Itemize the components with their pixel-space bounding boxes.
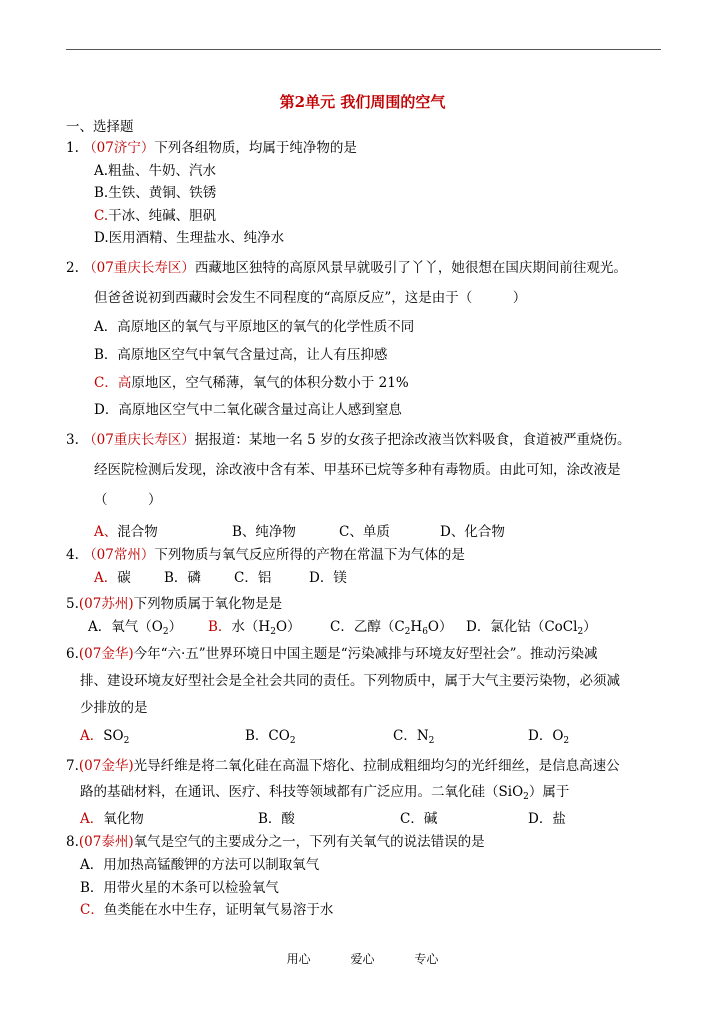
answer-letter: A．: [94, 570, 118, 586]
q8-option-a: A．用加热高锰酸钾的方法可以制取氧气: [80, 857, 320, 873]
answer-letter: C．: [80, 902, 104, 918]
question-2: [66, 259, 627, 277]
subscript: 2: [270, 627, 276, 637]
q2-option-a: A．高原地区的氧气与平原地区的氧气的化学性质不同: [94, 319, 415, 335]
option-text: D．O: [528, 728, 564, 744]
q6-option-b: [245, 727, 296, 750]
question-text-cont: 排、建设环境友好型社会是全社会共同的责任。下列物质中，属于大气主要污染物，必须减: [80, 673, 620, 689]
question-number: 7.: [66, 758, 79, 774]
answer-letter: B．: [208, 619, 232, 635]
question-text: 下列物质与氧气反应所得的产物在常温下为气体的是: [154, 547, 465, 563]
answer-letter: A、: [94, 524, 118, 540]
q4-option-c: C．铝: [234, 570, 272, 586]
option-text: C．乙醇（C: [330, 619, 405, 635]
question-text-cont: [80, 783, 569, 806]
subscript: 2: [404, 627, 411, 637]
q2-option-d: D．高原地区空气中二氧化碳含量过高让人感到窒息: [94, 402, 402, 418]
question-text: 光导纤维是将二氧化硅在高温下熔化、拉制成粗细均匀的光纤细丝，是信息高速公: [133, 758, 620, 774]
footer-word: 爱心: [350, 952, 375, 966]
q7-option-a: [80, 810, 144, 828]
q1-option-d: D.医用酒精、生理盐水、纯净水: [94, 230, 285, 246]
subscript: 2: [428, 736, 435, 746]
q5-option-d: [466, 618, 597, 641]
question-number: 8.: [66, 834, 79, 850]
question-source: （07重庆长寿区）: [83, 260, 195, 276]
q6-option-c: [393, 727, 434, 750]
option-text: SO: [103, 728, 124, 744]
option-text: 鱼类能在水中生存，证明氧气易溶于水: [103, 902, 334, 918]
subscript: 6: [422, 627, 428, 637]
question-4: [66, 546, 465, 564]
q1-option-a: A.粗盐、牛奶、汽水: [94, 163, 217, 179]
q3-option-d: D、化合物: [440, 524, 505, 540]
question-text: 路的基础材料，在通讯、医疗、科技等领域都有广泛应用。二氧化硅（SiO: [80, 784, 524, 800]
question-source: (07苏州): [78, 596, 134, 612]
page-title: 第2单元 我们周围的空气: [279, 93, 446, 111]
question-source: (07泰州): [78, 834, 134, 850]
option-text: 混合物: [117, 524, 158, 540]
question-number: 5.: [66, 596, 79, 612]
answer-letter: C.: [94, 208, 109, 224]
question-text: 据报道：某地一名 5 岁的女孩子把涂改液当饮料吸食，食道被严重烧伤。: [194, 432, 631, 448]
option-text: B．CO: [245, 728, 290, 744]
subscript: 2: [577, 627, 584, 637]
question-source: （07济宁）: [83, 140, 155, 156]
q6-option-a: [80, 727, 129, 750]
question-number: 3.: [66, 432, 79, 448]
question-source: （07常州）: [83, 547, 155, 563]
question-8: [66, 833, 485, 851]
section-heading: 一、选择题: [66, 119, 134, 135]
subscript: 2: [289, 736, 296, 746]
option-text: 原地区，空气稀薄，氧气的体积分数小于 21%: [131, 375, 409, 391]
option-text: 氧化物: [103, 811, 144, 827]
q2-option-b: B．高原地区空气中氧气含量过高，让人有压抑感: [94, 347, 388, 363]
q8-option-c: [80, 901, 333, 919]
q7-option-b: B．酸: [258, 811, 295, 827]
question-6: [66, 645, 598, 663]
subscript: 2: [523, 792, 529, 802]
option-text: A．氧气（O: [88, 619, 163, 635]
question-text: 西藏地区独特的高原风景早就吸引了丫丫，她很想在国庆期间前往观光。: [194, 260, 627, 276]
footer-word: 专心: [414, 952, 439, 966]
option-text: O）: [427, 619, 453, 635]
q4-option-b: B．磷: [164, 570, 201, 586]
q1-option-c: [94, 207, 216, 225]
subscript: 2: [123, 736, 130, 746]
question-text: 氧气是空气的主要成分之一，下列有关氧气的说法错误的是: [133, 834, 485, 850]
option-text: H: [410, 619, 423, 635]
page-footer: [0, 950, 725, 967]
question-1: [66, 139, 357, 157]
question-text: 下列各组物质，均属于纯净物的是: [154, 140, 357, 156]
question-text: ）属于: [528, 784, 570, 800]
question-text-cont: 但爸爸说初到西藏时会发生不同程度的“高原反应”，这是由于（ ）: [94, 290, 527, 306]
option-text: ）: [168, 619, 183, 635]
q6-option-d: [528, 727, 569, 750]
header-rule: [66, 49, 661, 50]
q3-option-c: C、单质: [339, 524, 390, 540]
q5-option-c: [330, 618, 453, 641]
q7-option-c: C．碱: [400, 811, 438, 827]
option-text: O）: [275, 619, 301, 635]
answer-letter: C．高: [94, 375, 132, 391]
question-number: 1.: [66, 140, 79, 156]
answer-letter: A．: [80, 728, 104, 744]
option-text: 碳: [117, 570, 131, 586]
question-number: 2.: [66, 260, 79, 276]
option-text: D．氯化钴（CoCl: [466, 619, 578, 635]
question-text: 下列物质属于氧化物是是: [133, 596, 283, 612]
question-3: [66, 431, 631, 449]
q4-option-a: [94, 569, 131, 587]
question-text: 今年“六·五”世界环境日中国主题是“污染减排与环境友好型社会”。推动污染减: [133, 646, 598, 662]
footer-word: 用心: [286, 952, 311, 966]
question-blank: （ ）: [94, 492, 162, 508]
question-source: (07金华): [78, 758, 134, 774]
answer-letter: A．: [80, 811, 104, 827]
option-text: 干冰、纯碱、胆矾: [108, 208, 217, 224]
q8-option-b: B．用带火星的木条可以检验氧气: [80, 880, 279, 896]
question-text-cont: 少排放的是: [80, 700, 148, 716]
option-text: 水（H: [231, 619, 271, 635]
question-text-cont: 经医院检测后发现，涂改液中含有苯、甲基环已烷等多种有毒物质。由此可知，涂改液是: [94, 462, 621, 478]
q3-option-a: [94, 523, 158, 541]
q5-option-a: [88, 618, 182, 641]
q2-option-c: [94, 374, 409, 392]
question-5: [66, 595, 282, 613]
option-text: C．N: [393, 728, 429, 744]
option-text: ）: [583, 619, 597, 635]
subscript: 2: [563, 736, 570, 746]
q7-option-d: D．盐: [528, 811, 566, 827]
q5-option-b: [208, 618, 301, 641]
q1-option-b: B.生铁、黄铜、铁锈: [94, 185, 217, 201]
q3-option-b: B、纯净物: [232, 524, 296, 540]
question-7: [66, 757, 620, 775]
question-source: (07金华): [78, 646, 134, 662]
question-number: 6.: [66, 646, 79, 662]
subscript: 2: [162, 627, 169, 637]
question-number: 4.: [66, 547, 79, 563]
question-source: （07重庆长寿区）: [83, 432, 195, 448]
q4-option-d: D．镁: [309, 570, 347, 586]
